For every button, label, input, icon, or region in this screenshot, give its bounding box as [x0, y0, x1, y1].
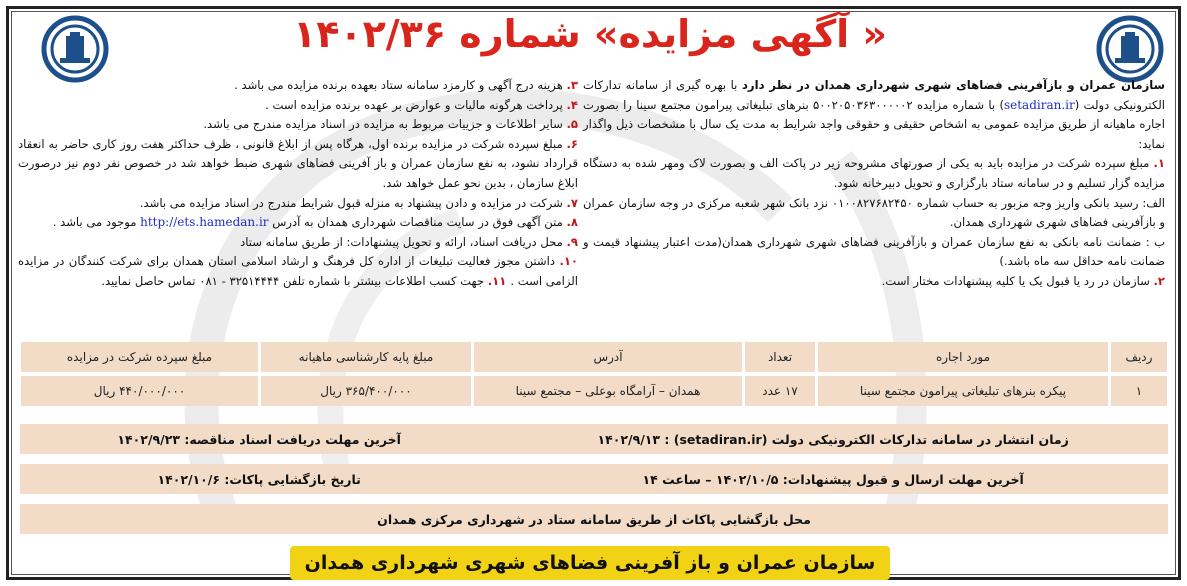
- table-cell: ۴۴۰/۰۰۰/۰۰۰ ریال: [21, 376, 258, 406]
- publish-date: زمان انتشار در سامانه تدارکات الکترونیکی دولت (setadiran.ir) : ۱۴۰۲/۹/۱۳: [597, 431, 1069, 447]
- table-cell: همدان – آرامگاه بوعلی – مجتمع سینا: [474, 376, 742, 406]
- left-column: [18, 76, 578, 292]
- ets-hamedan-link[interactable]: http://ets.hamedan.ir: [140, 215, 269, 230]
- table-header: مبلغ پایه کارشناسی ماهیانه: [261, 342, 471, 372]
- table-row: [21, 376, 1167, 406]
- municipality-logo-icon: [40, 14, 110, 84]
- table-cell: ۱۷ عدد: [745, 376, 815, 406]
- list-item: ۴. پرداخت هرگونه مالیات و عوارض بر عهده برنده مزایده است .: [265, 97, 578, 112]
- right-column: [583, 76, 1165, 292]
- list-item: ۱. مبلغ سپرده شرکت در مزایده باید به یکی از صورتهای مشروحه زیر در پاکت الف و بصورت لاک ومهر شده به دستگاه مزایده گزار تسلیم و در سامانه ستاد بارگزاری و تحویل دبیرخانه شود.: [583, 156, 1165, 190]
- list-item: ۸. متن آگهی فوق در سایت مناقصات شهرداری همدان به آدرس http://ets.hamedan.ir موجود می باشد .: [52, 215, 578, 230]
- table-cell: ۳۶۵/۴۰۰/۰۰۰ ریال: [261, 376, 471, 406]
- table-header: مورد اجاره: [818, 342, 1108, 372]
- submit-deadline: آخرین مهلت ارسال و قبول پیشنهادات: ۱۴۰۲/۱۰/۵ – ساعت ۱۴: [642, 471, 1024, 487]
- table-cell: ۱: [1111, 376, 1167, 406]
- list-item: ۹. محل دریافت اسناد، ارائه و تحویل پیشنهادات: از طریق سامانه ستاد: [240, 234, 578, 249]
- table-cell: پیکره بنرهای تبلیغاتی پیرامون مجتمع سینا: [818, 376, 1108, 406]
- list-item: ۲. سازمان در رد یا قبول یک یا کلیه پیشنهادات مختار است.: [881, 273, 1165, 288]
- list-item: ب : ضمانت نامه بانکی به نفع سازمان عمران و بازآفرینی فضاهای شهری شهرداری همدان(مدت اعتبار پیشنهاد قیمت و ضمانت نامه حداقل سه ماه باشد.): [583, 234, 1165, 269]
- table-header: ردیف: [1111, 342, 1167, 372]
- opening-place: محل بازگشایی پاکات از طریق سامانه ستاد در شهرداری مرکزی همدان: [377, 511, 811, 527]
- opening-date: تاریخ بازگشایی پاکات: ۱۴۰۲/۱۰/۶: [157, 471, 361, 487]
- list-item: ۱۰. داشتن مجوز فعالیت تبلیغات از اداره کل فرهنگ و ارشاد اسلامی استان همدان برای شرکت کنندگان در مزایده الزامی است . ۱۱. جهت کسب اطلاعات بیشتر با شماره تلفن ۳۲۵۱۴۴۴۴ - ۰۸۱ تماس حاصل نمایید.: [18, 254, 578, 288]
- footer-banner: سازمان عمران و باز آفرینی فضاهای شهری شهرداری همدان: [290, 546, 890, 580]
- ad-title: « آگهی مزایده» شماره ۱۴۰۲/۳۶: [293, 12, 887, 56]
- list-item: الف: رسید بانکی واریز وجه مزبور به حساب شماره ۰۱۰۰۸۲۷۶۸۲۴۵۰ نزد بانک شهر شعبه مرکزی در وجه سازمان عمران و بازآفرینی فضاهای شهری شهرداری همدان.: [583, 195, 1165, 230]
- auction-table: [18, 338, 1170, 410]
- docs-deadline: آخرین مهلت دریافت اسناد مناقصه: ۱۴۰۲/۹/۲۳: [117, 431, 401, 447]
- list-item: ۵. سایر اطلاعات و جزییات مربوط به مزایده در اسناد مزایده مندرج می باشد.: [203, 117, 578, 132]
- setadiran-link[interactable]: setadiran.ir: [1003, 97, 1075, 112]
- intro-paragraph: سازمان عمران و بازآفرینی فضاهای شهری شهرداری همدان در نظر دارد با بهره گیری از سامانه تدارکات الکترونیکی دولت (setadiran.ir) با شماره مزایده ۵۰۰۲۰۵۰۳۶۳۰۰۰۰۰۲ بنرهای تبلیغاتی پیرامون مجتمع سینا را بصورت اجاره ماهیانه از طریق مزایده عمومی به اشخاص حقیقی و حقوقی واجد شرایط به مدت یک سال با مشخصات ذیل واگذار نماید:: [583, 78, 1165, 151]
- list-item: ۳. هزینه درج آگهی و کارمزد سامانه ستاد بعهده برنده مزایده می باشد .: [234, 78, 578, 92]
- table-header: مبلغ سپرده شرکت در مزایده: [21, 342, 258, 372]
- list-item: ۷. شرکت در مزایده و دادن پیشنهاد به منزله قبول شرایط مندرج در اسناد مزایده می باشد.: [139, 195, 578, 210]
- publish-band: [20, 424, 1168, 454]
- municipality-logo-icon: [1095, 14, 1165, 84]
- table-header: تعداد: [745, 342, 815, 372]
- deadline-band: [20, 464, 1168, 494]
- opening-place-band: [20, 504, 1168, 534]
- table-header: آدرس: [474, 342, 742, 372]
- table-header-row: [21, 342, 1167, 372]
- list-item: ۶. مبلغ سپرده شرکت در مزایده برنده اول، هرگاه پس از ابلاغ قانونی ، ظرف حداکثر هفت روز کاری حاضر به انعقاد قرارداد نشود، به نفع سازمان عمران و باز آفرینی فضاهای شهری ضبط خواهد شد در خصوص نفر دوم نیز درصورت ابلاغ سازمان ، بدین نحو عمل خواهد شد.: [18, 136, 578, 190]
